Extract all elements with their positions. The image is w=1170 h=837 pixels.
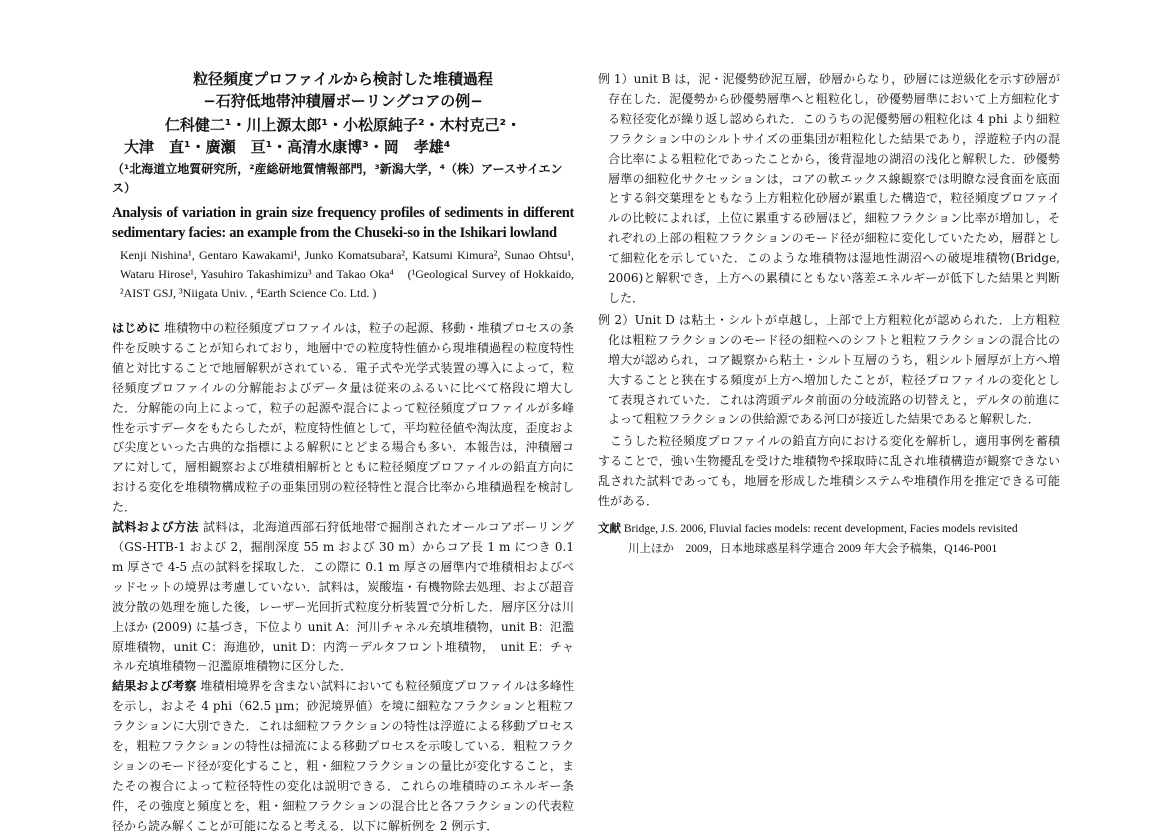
- example-2: 例 2）Unit D は粘土・シルトが卓越し，上部で上方粗粒化が認められた．上方粗粒化は粗粒フラクションのモード径の細粒へのシフトと粗粒フラクションの混合比の増大が認められ，コア観察から粘土・シルト互層のうち，粗シルト層厚が上方へ増大することと狭在する頻度が上方へ増加したことが，粒径プロファイルの変化として表現されていた．これは湾頭デルタ前面の分岐流路の切替えと，デルタの前進によって粗粒フラクションの供給源である河口が接近した結果であると解釈した．: [598, 312, 1060, 427]
- methods-heading: 試料および方法: [112, 520, 199, 535]
- results-text: 堆積相境界を含まない試料においても粒径頻度プロファイルは多峰性を示し，およそ 4 phi（62.5 µm；砂泥境界値）を境に細粒なフラクションと粗粒フラクションに大別できた．これは細粒フラクションの特性は浮遊による移動プロセスを，粗粒フラクションの特性は掃流による移動プロセスを示唆している．粗粒フラクションのモード径が変化すること，粗・細粒フラクションの量比が変化すること，またその複合によって粒径特性の変化は説明できる．これらの堆積時のエネルギー条件，その強度と頻度とを，粗・細粒フラクションの混合比と各フラクションの代表粒径から読み解くことが可能になると考える．以下に解析例を 2 例示す．: [112, 679, 574, 833]
- reference-2: 川上ほか 2009，日本地球惑星科学連合 2009 年大会予稿集，Q146-P001: [628, 542, 998, 555]
- right-column: [598, 68, 1060, 559]
- left-column: [112, 68, 574, 837]
- intro-heading: はじめに: [112, 321, 161, 335]
- affiliations-ja: （¹北海道立地質研究所，²産総研地質情報部門，³新潟大学，⁴（株）アースサイエンス）: [112, 162, 563, 195]
- authors-en: Kenji Nishina¹, Gentaro Kawakami¹, Junko Komatsubara², Katsumi Kimura², Sunao Ohtsu¹, Wataru Hirose¹, Yasuhiro Takashimizu³ and Takao Oka⁴ (¹Geological Survey of Hokkaido, ²AIST GSJ, ³Niigata Univ. , ⁴Earth Science Co. Ltd. ): [120, 248, 574, 300]
- conclusion-paragraph: こうした粒径頻度プロファイルの鉛直方向における変化を解析し，適用事例を蓄積することで，強い生物擾乱を受けた堆積物や採取時に乱され堆積構造が観察できない乱された試料であっても，地層を形成した堆積システムや堆積作用を推定できる可能性がある．: [598, 434, 1060, 509]
- references-heading: 文献: [598, 520, 621, 535]
- paper-title: [112, 68, 574, 112]
- results-heading: 結果および考察: [112, 679, 197, 694]
- title-en: Analysis of variation in grain size frequency profiles of sediments in different sedimentary facies: an example from the Chuseki-so in the Ishikari lowland: [112, 205, 574, 241]
- methods-text: 試料は，北海道西部石狩低地帯で掘削されたオールコアボーリング（GS-HTB-1 および 2，掘削深度 55 m および 30 m）からコア長 1 m につき 0.1 m 厚さで 4-5 点の試料を採取した．この際に 0.1 m 厚さの層準内で堆積相およびベッドセットの境界は考慮していない．試料は，炭酸塩・有機物除去処理、および超音波分散の処理を施した後，レーザー光回折式粒度分析装置で分析した．層序区分は川上ほか (2009) に基づき，下位より unit A：河川チャネル充填堆積物，unit B：氾濫原堆積物，unit C：海進砂，unit D：内湾－デルタフロント堆積物， unit E：チャネル充填堆積物－氾濫原堆積物に区分した．: [112, 520, 574, 674]
- example-1: 例 1）unit B は，泥・泥優勢砂泥互層，砂層からなり，砂層には逆級化を示す砂層が存在した．泥優勢から砂優勢層準へと粗粒化し，砂優勢層準において上方細粒化する粒径変化が繰り返し認められた．このうちの泥優勢層の粗粒化は 4 phi より細粒フラクション中のシルトサイズの亜集団が粗粒化した結果であり，浮遊粒子内の混合比率による粗粒化であったことから，後背湿地の湖沼の浅化と解釈した．砂優勢層準の細粒化サクセッションは，コアの軟エックス線観察では明瞭な浸食面を底面とする斜交葉理をともなう上方粗粒化砂層が累重した構造で，粒径頻度プロファイルの比較によれば，上位に累重する砂層ほど，細粒フラクション比率が増加し，それぞれの上部の粗粒フラクションのモード径が細粒に変化していたため，層群として細粒化を示していた．このような堆積物は湿地性湖沼への破堤堆積物(Bridge, 2006)と解釈でき，上方への累積にともない落差エネルギーが低下した結果と判断した．: [598, 72, 1060, 305]
- authors-ja-line-1: 仁科健二¹・川上源太郎¹・小松原純子²・木村克己²・: [164, 116, 522, 134]
- authors-ja: [112, 114, 574, 158]
- authors-ja-line-2: 大津 直¹・廣瀬 亘¹・高清水康博³・岡 孝雄⁴: [124, 138, 451, 156]
- title-line-1: 粒径頻度プロファイルから検討した堆積過程: [193, 70, 493, 88]
- results-section: [112, 677, 574, 836]
- intro-text: 堆積物中の粒径頻度プロファイルは，粒子の起源、移動・堆積プロセスの条件を反映することが知られており，地層中での粒度特性値から現堆積過程の粒度特性値と対比することで地層解釈がされている．電子式や光学式装置の導入によって，粒径頻度プロファイルの分解能およびデータ量は従来のふるいに比べて格段に増大した．分解能の向上によって，粒子の起源や混合によって粒径頻度プロファイルが多峰性を示すデータをもたらしたが，粒度特性値として，平均粒径値や淘汰度，歪度および尖度といった古典的な指標による解釈にとどまる場合も多い．本報告は，沖積層コアに対して，層相観察および堆積相解析とともに粒径頻度プロファイルの鉛直方向における変化を堆積物構成粒子の亜集団別の粒径特性と混合比率から堆積過程を検討した．: [112, 321, 574, 515]
- references: [598, 518, 1060, 559]
- title-line-2: −石狩低地帯沖積層ボーリングコアの例−: [203, 92, 483, 110]
- reference-1: Bridge, J.S. 2006, Fluvial facies models: recent development, Facies models revisited: [623, 522, 1018, 535]
- intro-section: [112, 319, 574, 518]
- methods-section: [112, 518, 574, 677]
